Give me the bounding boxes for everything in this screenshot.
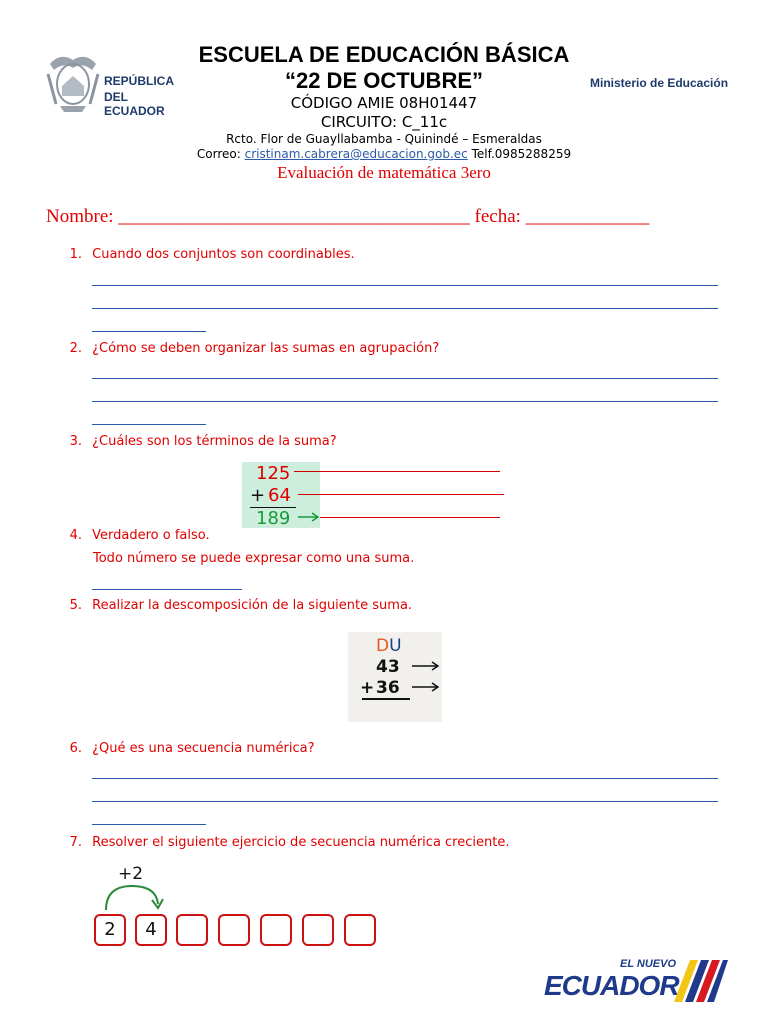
- question-number: 3.: [69, 434, 82, 449]
- term-line-result[interactable]: [320, 517, 500, 518]
- sequence-box: 2: [94, 914, 126, 946]
- units-label: U: [389, 636, 402, 656]
- term-line-addend-1[interactable]: [294, 471, 500, 472]
- decomposition-figure: [348, 632, 442, 722]
- republica-logo-line1: REPÚBLICA: [104, 74, 175, 88]
- term-line-addend-2[interactable]: [298, 494, 504, 495]
- mail-link[interactable]: cristinam.cabrera@educacion.gob.ec: [244, 147, 468, 161]
- circuit: CIRCUITO: C_11c: [320, 113, 448, 131]
- sequence-box[interactable]: [176, 914, 208, 946]
- sequence-box[interactable]: [302, 914, 334, 946]
- sequence-box[interactable]: [344, 914, 376, 946]
- answer-line[interactable]: [92, 378, 718, 379]
- step-arc-arrow-icon: [96, 880, 168, 914]
- flag-stripes-icon: [668, 958, 728, 1004]
- answer-line[interactable]: [92, 778, 718, 779]
- decomp-addend-2: 36: [376, 678, 400, 698]
- arrow-right-icon: [412, 660, 442, 672]
- decomp-addend-1: 43: [376, 657, 400, 677]
- sequence-box: 4: [135, 914, 167, 946]
- question-text: Realizar la descomposición de la siguiente suma.: [92, 598, 413, 613]
- answer-line[interactable]: [92, 285, 718, 286]
- address: Rcto. Flor de Guayllabamba - Quinindé – Esmeraldas: [226, 132, 542, 146]
- answer-line[interactable]: [92, 331, 206, 332]
- republica-logo-line2: DEL ECUADOR: [104, 90, 165, 118]
- answer-line[interactable]: [92, 308, 718, 309]
- answer-line[interactable]: [92, 589, 242, 590]
- answer-line[interactable]: [92, 401, 718, 402]
- school-name: “22 DE OCTUBRE”: [284, 68, 484, 93]
- question-1: [62, 247, 355, 262]
- date-field[interactable]: _____________: [525, 206, 650, 227]
- date-label: fecha:: [474, 206, 521, 227]
- question-number: 5.: [69, 598, 82, 613]
- el-nuevo-ecuador-logo: [540, 956, 730, 1006]
- name-date-row: [46, 206, 649, 228]
- question-5: [62, 598, 412, 613]
- arrow-right-icon: [298, 512, 322, 522]
- logo-main-text: ECUADOR: [544, 970, 679, 1001]
- question-7: [62, 835, 509, 850]
- question-text: ¿Cómo se deben organizar las sumas en agrupación?: [92, 341, 440, 356]
- logo-top-text: EL NUEVO: [620, 958, 677, 970]
- contact-line: [0, 147, 768, 161]
- name-field[interactable]: _____________________________________: [118, 206, 470, 227]
- place-value-header: [376, 636, 402, 656]
- sum-result: 189: [256, 508, 291, 529]
- question-number: 4.: [69, 528, 82, 543]
- sequence-box[interactable]: [260, 914, 292, 946]
- arrow-right-icon: [412, 681, 442, 693]
- question-text: Cuando dos conjuntos son coordinables.: [92, 247, 355, 262]
- question-4: [62, 528, 210, 543]
- sum-plus-sign: +: [250, 485, 266, 506]
- sequence-box[interactable]: [218, 914, 250, 946]
- ministerio-logo: Ministerio de Educación: [590, 76, 729, 90]
- answer-line[interactable]: [92, 424, 206, 425]
- phone: Telf.0985288259: [471, 147, 572, 161]
- amie-code: CÓDIGO AMIE 08H01447: [290, 94, 478, 112]
- sequence-step-label: +2: [118, 864, 144, 884]
- question-4-statement: Todo número se puede expresar como una suma.: [93, 551, 415, 566]
- exam-title: Evaluación de matemática 3ero: [277, 163, 491, 182]
- answer-line[interactable]: [92, 801, 718, 802]
- decomp-plus-sign: +: [360, 678, 375, 698]
- name-label: Nombre:: [46, 206, 114, 227]
- question-number: 6.: [69, 741, 82, 756]
- question-number: 7.: [69, 835, 82, 850]
- question-number: 2.: [69, 341, 82, 356]
- sum-addend-1: 125: [256, 463, 291, 484]
- answer-line[interactable]: [92, 824, 206, 825]
- school-title: ESCUELA DE EDUCACIÓN BÁSICA: [198, 42, 570, 67]
- mail-label: Correo:: [196, 147, 241, 161]
- tens-label: D: [376, 636, 390, 656]
- question-number: 1.: [69, 247, 82, 262]
- question-3: [62, 434, 337, 449]
- question-6: [62, 741, 315, 756]
- question-text: ¿Qué es una secuencia numérica?: [92, 741, 315, 756]
- question-text: Verdadero o falso.: [92, 528, 210, 543]
- question-2: [62, 341, 439, 356]
- question-text: Resolver el siguiente ejercicio de secuencia numérica creciente.: [92, 835, 510, 850]
- sum-addend-2: 64: [268, 485, 291, 506]
- decomp-rule: [362, 698, 410, 700]
- question-text: ¿Cuáles son los términos de la suma?: [92, 434, 337, 449]
